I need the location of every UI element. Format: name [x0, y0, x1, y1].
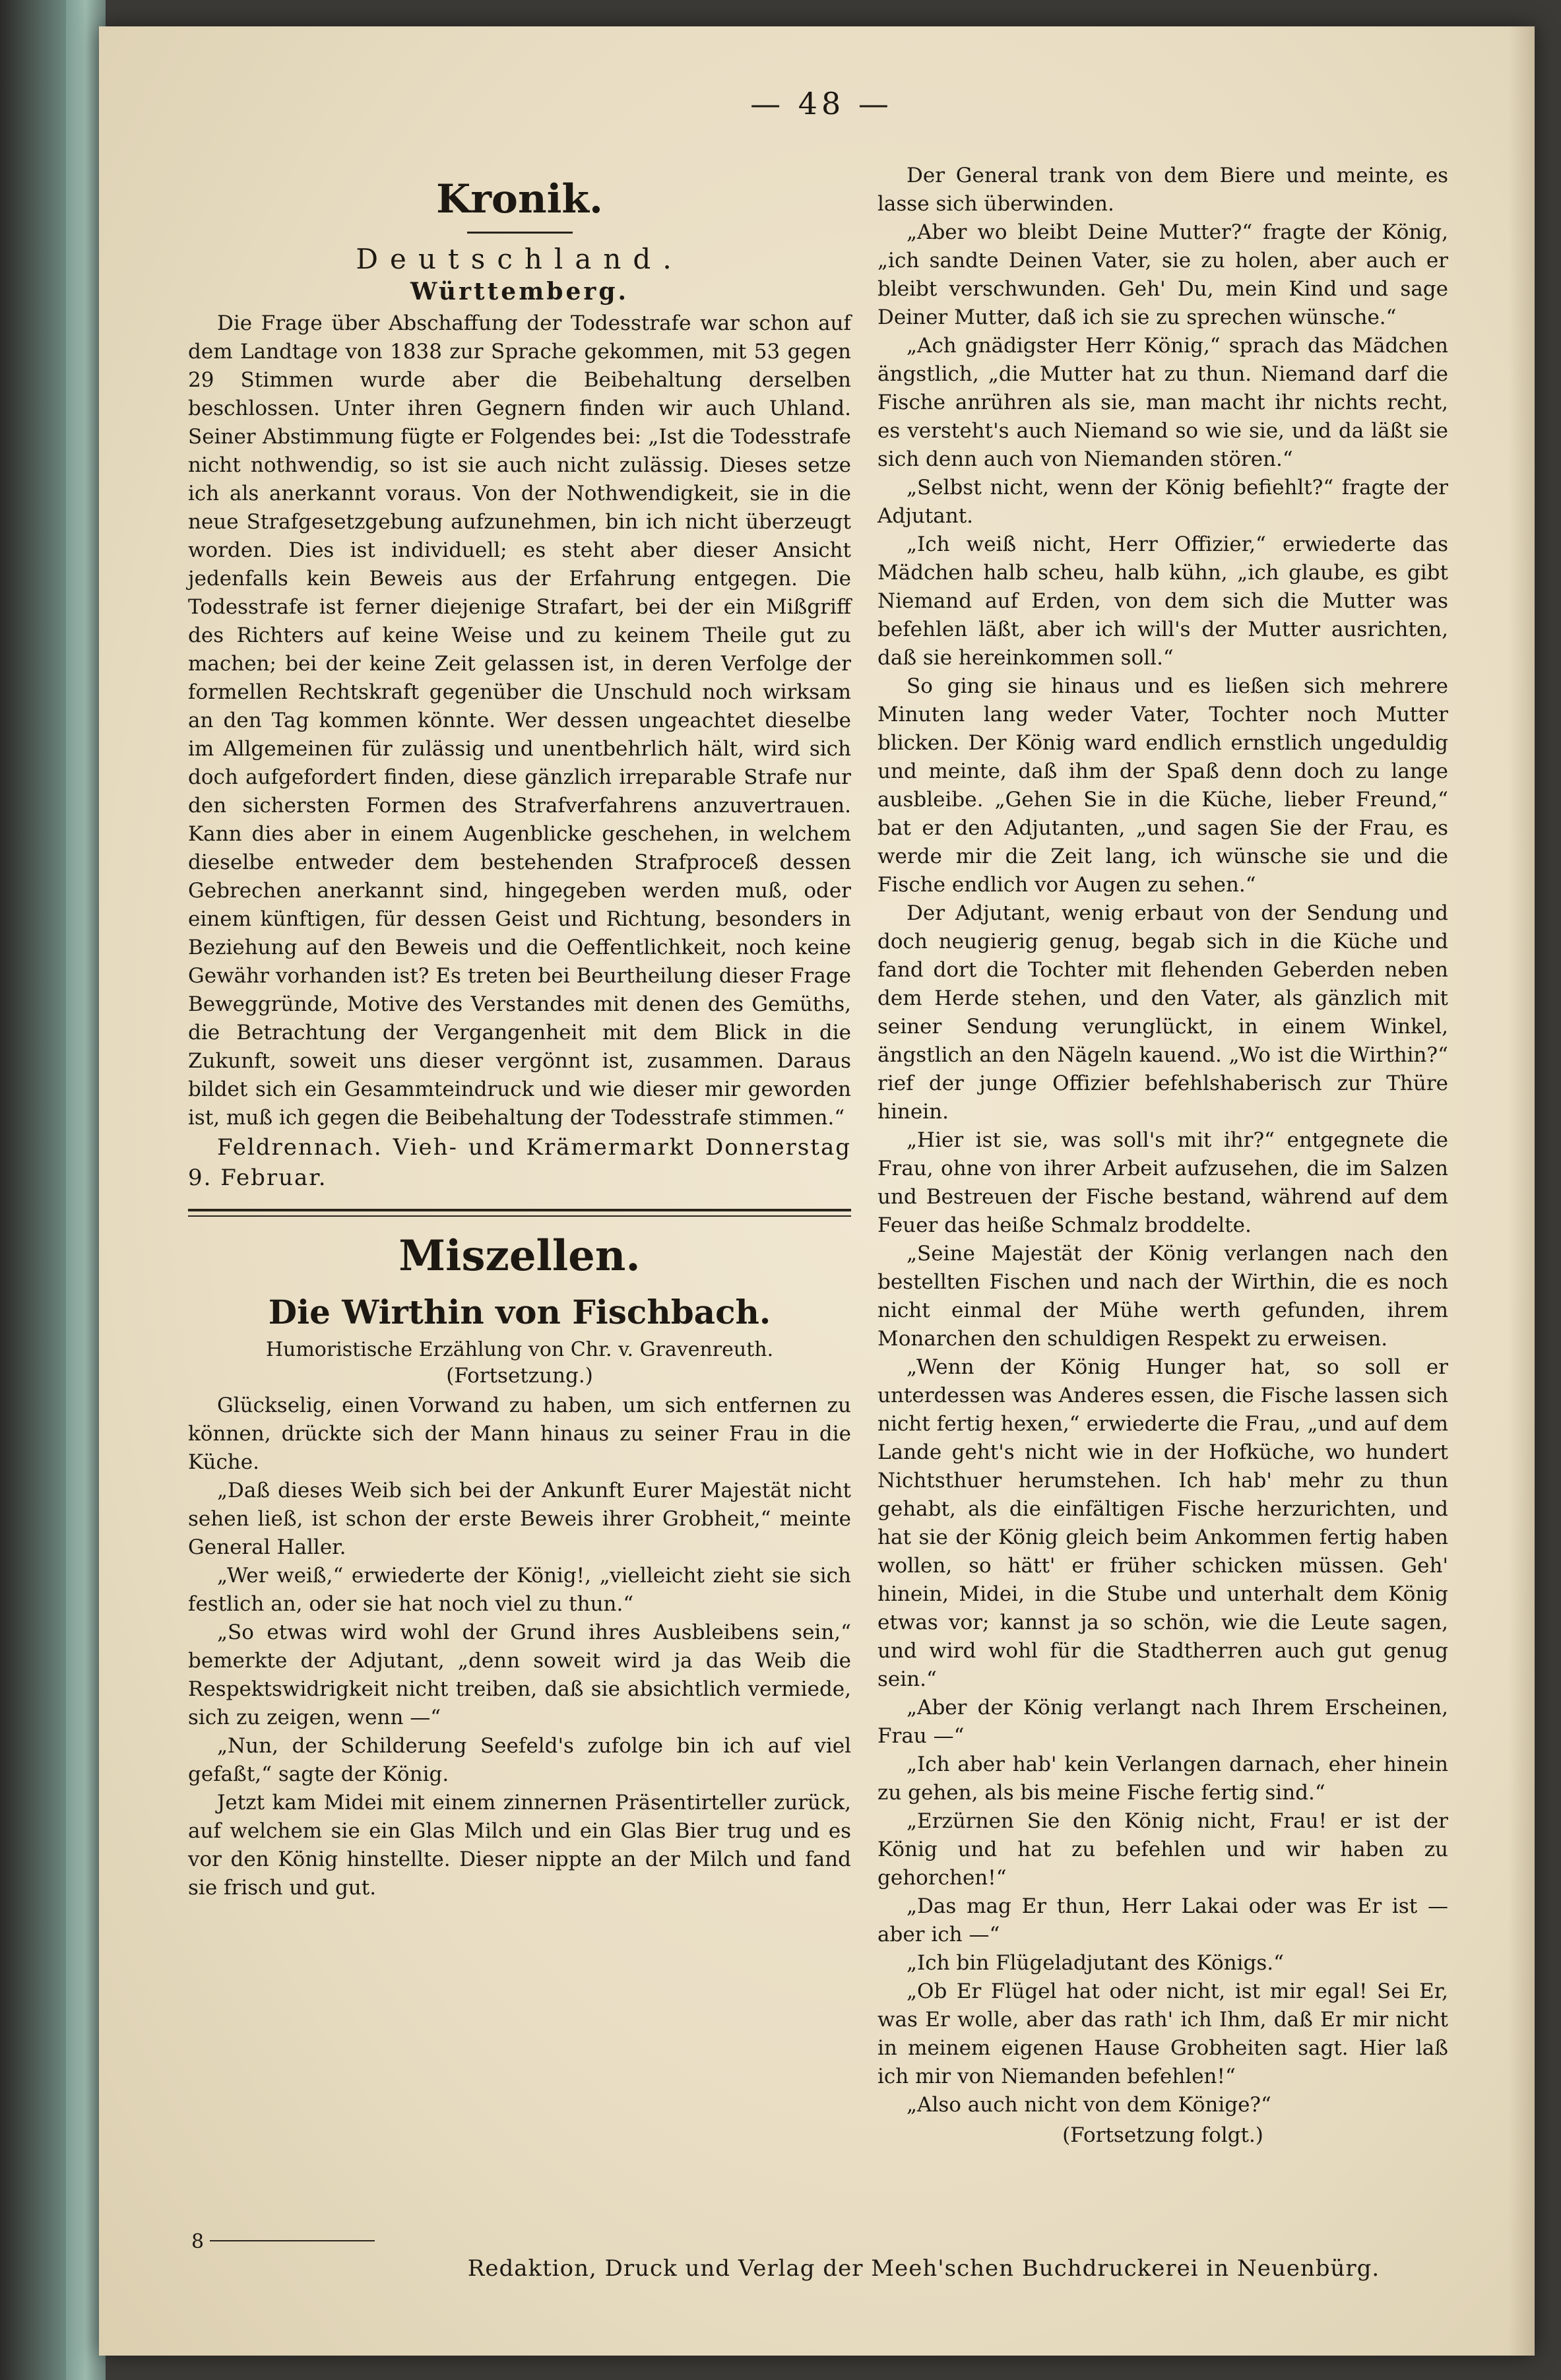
story-paragraph: „Wenn der König Hunger hat, so soll er unterdessen was Anderes essen, die Fische lassen sich nicht fertig hexen,“ erwiederte die Frau, „und auf dem Lande geht's nicht wie in der Hofküche, wo hundert Nichtsthuer herumstehen. Ich hab' mehr zu thun gehabt, als die einfältigen Fische herzurichten, und hat sie der König gleich beim Ankommen fertig haben wollen, so hätt' er früher schicken müssen. Geh' hinein, Midei, in die Stube und unterhalt dem König etwas vor; kannst ja so schön, wie die Leute sagen, und wird wohl für die Stadtherren auch gut genug sein.“: [877, 1355, 1448, 1691]
right-column: [877, 162, 1448, 2147]
story-paragraph: „Seine Majestät der König verlangen nach den bestellten Fischen und nach der Wirthin, die es noch nicht einmal der Mühe werth gefunden, ihrem Monarchen den schuldigen Respekt zu erweisen.: [877, 1242, 1448, 1351]
story-paragraph: „Hier ist sie, was soll's mit ihr?“ entgegnete die Frau, ohne von ihrer Arbeit aufzusehen, die im Salzen und Bestreuen der Fische bestand, während auf dem Feuer das heiße Schmalz broddelte.: [877, 1128, 1448, 1237]
section-divider-thick: [188, 1209, 851, 1211]
story-paragraph: „Wer weiß,“ erwiederte der König!, „vielleicht zieht sie sich festlich an, oder sie hat noch viel zu thun.“: [188, 1564, 851, 1616]
story-paragraph: „Ach gnädigster Herr König,“ sprach das Mädchen ängstlich, „die Mutter hat zu thun. Niemand darf die Fische anrühren als sie, man macht ihr nichts recht, es versteht's auch Niemand so wie sie, und da läßt sie sich denn auch von Niemanden stören.“: [877, 334, 1448, 471]
section-title-kronik: Kronik.: [436, 176, 603, 222]
title-rule: [467, 232, 573, 234]
imprint-footer: Redaktion, Druck und Verlag der Meeh'schen Buchdruckerei in Neuenbürg.: [467, 2255, 1380, 2282]
story-paragraph: „Aber wo bleibt Deine Mutter?“ fragte der König, „ich sandte Deinen Vater, sie zu holen, aber auch er bleibt verschwunden. Geh' Du, mein Kind und sage Deiner Mutter, daß ich sie zu sprechen wünsche.“: [877, 220, 1448, 329]
story-paragraph: „Ich bin Flügeladjutant des Königs.“: [907, 1951, 1284, 1975]
story-paragraph: So ging sie hinaus und es ließen sich mehrere Minuten lang weder Vater, Tochter noch Mutter blicken. Der König ward endlich ernstlich ungeduldig und meinte, daß ihm der Spaß denn doch zu lange ausbleibe. „Gehen Sie in die Küche, lieber Freund,“ bat er den Adjutanten, „und sagen Sie der Frau, es werde mir die Zeit lang, ich wünsche sie und die Fische endlich vor Augen zu sehen.“: [877, 674, 1448, 897]
page-number: — 48 —: [750, 86, 893, 121]
story-paragraph: „Nun, der Schilderung Seefeld's zufolge bin ich auf viel gefaßt,“ sagte der König.: [188, 1734, 851, 1786]
story-paragraph: „Das mag Er thun, Herr Lakai oder was Er ist — aber ich —“: [877, 1894, 1448, 1946]
continued-note: (Fortsetzung folgt.): [1062, 2123, 1263, 2147]
article-paragraph: Die Frage über Abschaffung der Todesstrafe war schon auf dem Landtage von 1838 zur Sprache gekommen, mit 53 gegen 29 Stimmen wurde aber die Beibehaltung derselben beschlossen. Unter ihren Gegnern finden wir auch Uhland. Seiner Abstimmung fügte er Folgendes bei: „Ist die Todesstrafe nicht nothwendig, so ist sie auch nicht zulässig. Dieses setze ich als anerkannt voraus. Von der Nothwendigkeit, sie in die neue Strafgesetzgebung aufzunehmen, bin ich nicht überzeugt worden. Dies ist individuell; es steht aber dieser Ansicht jedenfalls kein Beweis aus der Erfahrung entgegen. Die Todesstrafe ist ferner diejenige Strafart, bei der ein Mißgriff des Richters auf keine Weise und zu keinem Theile gut zu machen; bei der keine Zeit gelassen ist, in deren Verfolge der formellen Rechtskraft gegenüber die Unschuld noch wirksam an den Tag kommen könnte. Wer dessen ungeachtet dieselbe im Allgemeinen für zulässig und unentbehrlich hält, wird sich doch aufgefordert finden, diese gänzlich irreparable Strafe nur den sichersten Formen des Strafverfahrens anzuvertrauen. Kann dies aber in einem Augenblicke geschehen, in welchem dieselbe entweder dem bestehenden Strafproceß dessen Gebrechen anerkannt sind, hingegeben werden muß, oder einem künftigen, für dessen Geist und Richtung, besonders in Beziehung auf den Beweis und die Oeffentlichkeit, noch keine Gewähr vorhanden ist? Es treten bei Beurtheilung dieser Frage Beweggründe, Motive des Verstandes mit denen des Gemüths, die Betrachtung der Vergangenheit mit dem Blick in die Zukunft, soweit uns dieser vergönnt ist, zusammen. Daraus bildet sich ein Gesammteindruck und wie dieser mir geworden ist, muß ich gegen die Beibehaltung der Todesstrafe stimmen.“: [188, 311, 851, 1130]
left-column: [188, 162, 851, 1902]
story-paragraph: „So etwas wird wohl der Grund ihres Ausbleibens sein,“ bemerkte der Adjutant, „denn soweit wird ja das Weib die Respektswidrigkeit nicht treiben, daß sie absichtlich vermiede, sich zu zeigen, wenn —“: [188, 1621, 851, 1729]
story-paragraph: „Daß dieses Weib sich bei der Ankunft Eurer Majestät nicht sehen ließ, ist schon der erste Beweis ihrer Grobheit,“ meinte General Haller.: [188, 1479, 851, 1559]
section-title-miszellen: Miszellen.: [398, 1231, 641, 1281]
story-paragraph: „Aber der König verlangt nach Ihrem Erscheinen, Frau —“: [877, 1696, 1448, 1748]
story-continuation: (Fortsetzung.): [446, 1364, 593, 1388]
story-paragraph: „Ich aber hab' kein Verlangen darnach, eher hinein zu gehen, als bis meine Fische fertig sind.“: [877, 1753, 1448, 1805]
story-paragraph: „Ob Er Flügel hat oder nicht, ist mir egal! Sei Er, was Er wolle, aber das rath' ich Ihm, daß Er mir nicht in meinem eigenen Hause Grobheiten sagt. Hier laß ich mir von Niemanden befehlen!“: [877, 1979, 1448, 2088]
story-paragraph: Glückselig, einen Vorwand zu haben, um sich entfernen zu können, drückte sich der Mann hinaus zu seiner Frau in die Küche.: [188, 1394, 851, 1474]
signature-mark: 8: [191, 2230, 205, 2253]
region-heading: Württemberg.: [410, 278, 629, 306]
story-paragraph: Der General trank von dem Biere und meinte, es lasse sich überwinden.: [877, 164, 1448, 216]
section-divider-thin: [188, 1215, 851, 1217]
story-paragraph: Der Adjutant, wenig erbaut von der Sendung und doch neugierig genug, begab sich in die Küche und fand dort die Tochter mit flehenden Geberden neben dem Herde stehen, und den Vater, als gänzlich mit seiner Sendung verunglückt, in einem Winkel, ängstlich an den Nägeln kauend. „Wo ist die Wirthin?“ rief der junge Offizier befehlshaberisch zur Thüre hinein.: [877, 901, 1448, 1124]
story-subtitle: Humoristische Erzählung von Chr. v. Gravenreuth.: [265, 1338, 774, 1361]
story-title: Die Wirthin von Fischbach.: [268, 1293, 771, 1332]
story-paragraph: „Erzürnen Sie den König nicht, Frau! er ist der König und hat zu befehlen und wir haben zu gehorchen!“: [877, 1809, 1448, 1890]
story-paragraph: Jetzt kam Midei mit einem zinnernen Präsentirteller zurück, auf welchem sie ein Glas Milch und ein Glas Bier trug und es vor den König hinstellte. Dieser nippte an der Milch und fand sie frisch und gut.: [188, 1791, 851, 1900]
page-edge-shadow: [1508, 26, 1535, 2356]
story-paragraph: „Selbst nicht, wenn der König befiehlt?“ fragte der Adjutant.: [877, 476, 1448, 528]
country-heading: Deutschland.: [356, 243, 684, 275]
story-paragraph: „Ich weiß nicht, Herr Offizier,“ erwiederte das Mädchen halb scheu, halb kühn, „ich glaube, es gibt Niemand auf Erden, von dem sich die Mutter was befehlen läßt, aber ich will's der Mutter ausrichten, daß sie hereinkommen soll.“: [877, 532, 1448, 670]
signature-rule: [210, 2240, 375, 2241]
story-paragraph: „Also auch nicht von dem Könige?“: [907, 2093, 1271, 2117]
market-notice: Feldrennach. Vieh- und Krämermarkt Donnerstag 9. Februar.: [188, 1134, 851, 1191]
